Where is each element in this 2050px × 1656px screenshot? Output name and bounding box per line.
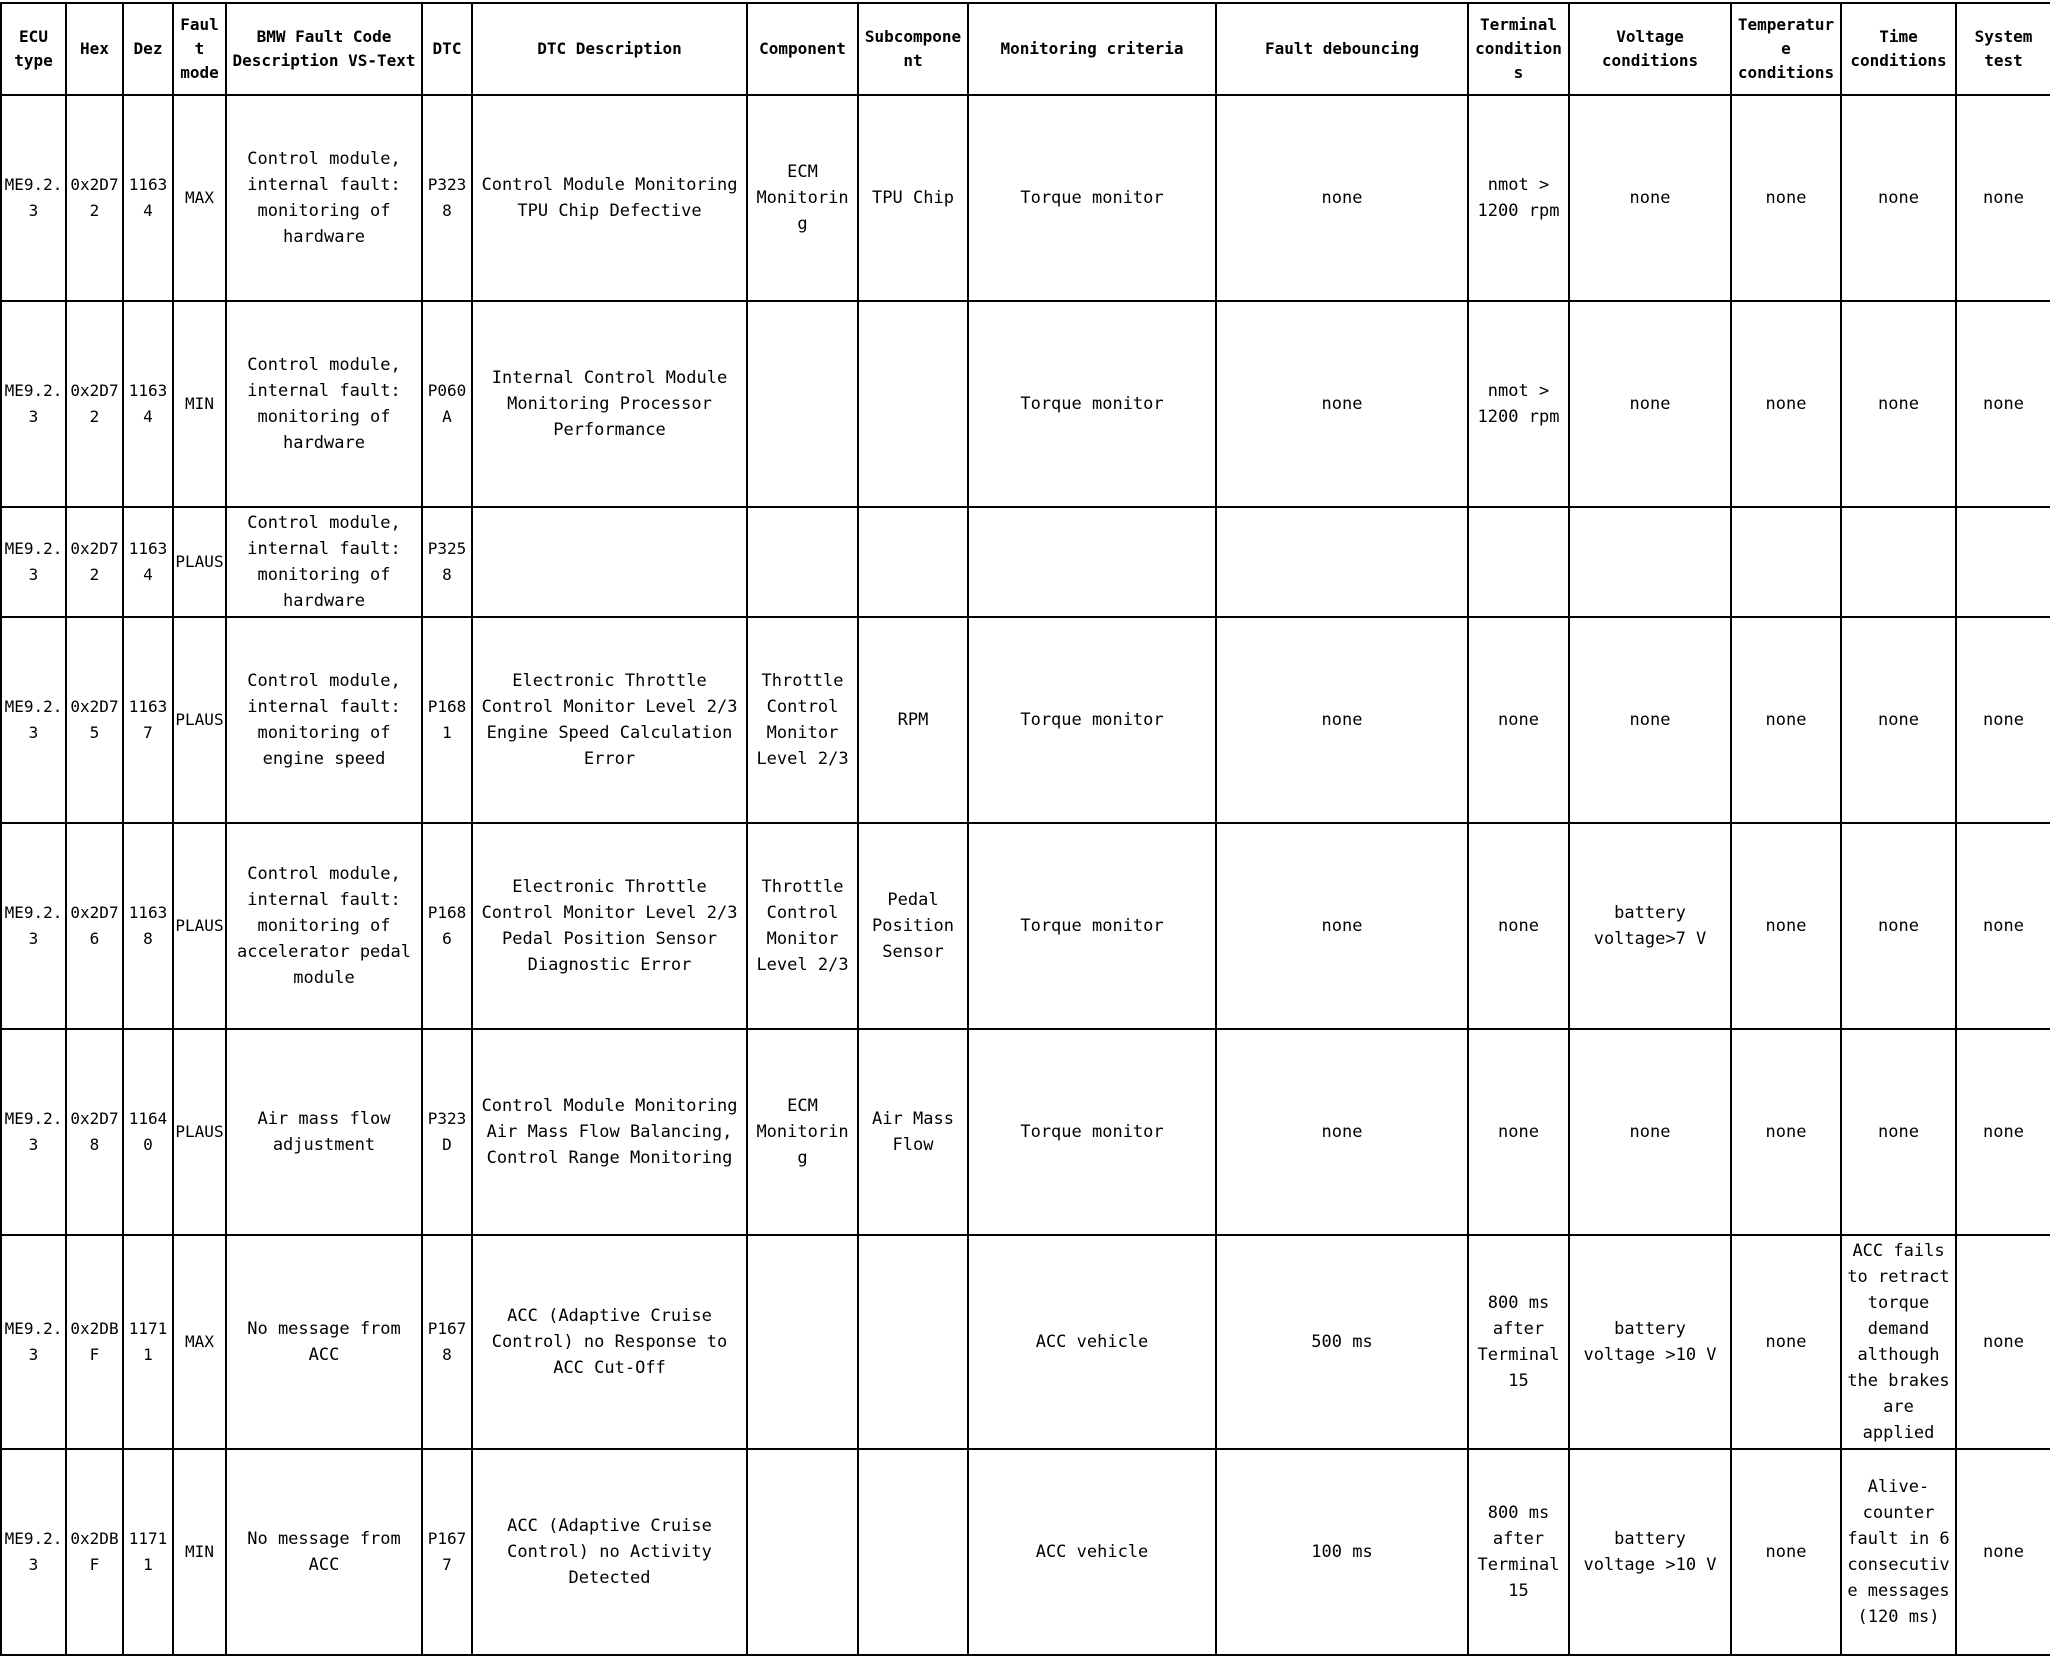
temperature-conditions-cell: none (1731, 1235, 1841, 1449)
dtc-description-cell: Electronic Throttle Control Monitor Level 2/3 Engine Speed Calculation Error (472, 617, 747, 823)
table-row (1, 95, 2050, 301)
fault-mode-cell: PLAUS (173, 617, 226, 823)
time-conditions-cell: Alive-counter fault in 6 consecutive messages (120 ms) (1841, 1449, 1956, 1655)
dtc-description-cell: ACC (Adaptive Cruise Control) no Response to ACC Cut-Off (472, 1235, 747, 1449)
dtc-description-cell: ACC (Adaptive Cruise Control) no Activity Detected (472, 1449, 747, 1655)
terminal-conditions-cell: none (1468, 617, 1569, 823)
ecu-type-cell: ME9.2.3 (1, 507, 66, 617)
header-cell: Hex (66, 3, 123, 95)
monitoring-criteria-cell: Torque monitor (968, 301, 1216, 507)
header-cell: DTC Description (472, 3, 747, 95)
ecu-type-cell: ME9.2.3 (1, 617, 66, 823)
hex-cell: 0x2DBF (66, 1235, 123, 1449)
header-cell: Terminal conditions (1468, 3, 1569, 95)
fault-mode-cell: PLAUS (173, 823, 226, 1029)
ecu-type-cell: ME9.2.3 (1, 1235, 66, 1449)
table-row (1, 1449, 2050, 1655)
monitoring-criteria-cell: ACC vehicle (968, 1449, 1216, 1655)
component-cell: Throttle Control Monitor Level 2/3 (747, 823, 858, 1029)
subcomponent-cell: Pedal Position Sensor (858, 823, 968, 1029)
header-cell: Fault mode (173, 3, 226, 95)
table-row (1, 823, 2050, 1029)
system-test-cell: none (1956, 1449, 2050, 1655)
monitoring-criteria-cell: Torque monitor (968, 95, 1216, 301)
fault-debouncing-cell: 100 ms (1216, 1449, 1468, 1655)
voltage-conditions-cell: none (1569, 617, 1731, 823)
dtc-description-cell: Electronic Throttle Control Monitor Level 2/3 Pedal Position Sensor Diagnostic Error (472, 823, 747, 1029)
terminal-conditions-cell: 800 ms after Terminal 15 (1468, 1235, 1569, 1449)
fault-code-table (0, 2, 2050, 1656)
monitoring-criteria-cell: Torque monitor (968, 1029, 1216, 1235)
voltage-conditions-cell: none (1569, 95, 1731, 301)
system-test-cell (1956, 507, 2050, 617)
subcomponent-cell (858, 1449, 968, 1655)
bmw-description-cell: Control module, internal fault: monitoring of engine speed (226, 617, 422, 823)
hex-cell: 0x2D72 (66, 95, 123, 301)
bmw-description-cell: Control module, internal fault: monitoring of hardware (226, 301, 422, 507)
monitoring-criteria-cell (968, 507, 1216, 617)
voltage-conditions-cell: battery voltage >10 V (1569, 1235, 1731, 1449)
system-test-cell: none (1956, 617, 2050, 823)
fault-debouncing-cell: 500 ms (1216, 1235, 1468, 1449)
dez-cell: 11638 (123, 823, 173, 1029)
dtc-cell: P3258 (422, 507, 472, 617)
subcomponent-cell: Air Mass Flow (858, 1029, 968, 1235)
terminal-conditions-cell (1468, 507, 1569, 617)
hex-cell: 0x2D72 (66, 507, 123, 617)
temperature-conditions-cell: none (1731, 95, 1841, 301)
ecu-type-cell: ME9.2.3 (1, 1449, 66, 1655)
dtc-description-cell: Control Module Monitoring Air Mass Flow Balancing, Control Range Monitoring (472, 1029, 747, 1235)
header-cell: Voltage conditions (1569, 3, 1731, 95)
component-cell (747, 301, 858, 507)
table-row (1, 1235, 2050, 1449)
component-cell (747, 1449, 858, 1655)
table-row (1, 1029, 2050, 1235)
header-cell: Monitoring criteria (968, 3, 1216, 95)
component-cell: ECM Monitoring (747, 1029, 858, 1235)
header-cell: System test (1956, 3, 2050, 95)
header-cell: ECU type (1, 3, 66, 95)
system-test-cell: none (1956, 95, 2050, 301)
header-cell: BMW Fault Code Description VS-Text (226, 3, 422, 95)
subcomponent-cell: TPU Chip (858, 95, 968, 301)
dez-cell: 11637 (123, 617, 173, 823)
ecu-type-cell: ME9.2.3 (1, 823, 66, 1029)
fault-mode-cell: MIN (173, 1449, 226, 1655)
bmw-description-cell: No message from ACC (226, 1235, 422, 1449)
terminal-conditions-cell: none (1468, 823, 1569, 1029)
time-conditions-cell: none (1841, 823, 1956, 1029)
fault-debouncing-cell: none (1216, 301, 1468, 507)
terminal-conditions-cell: 800 ms after Terminal 15 (1468, 1449, 1569, 1655)
system-test-cell: none (1956, 301, 2050, 507)
header-cell: Component (747, 3, 858, 95)
fault-debouncing-cell: none (1216, 95, 1468, 301)
fault-mode-cell: PLAUS (173, 1029, 226, 1235)
table-row (1, 507, 2050, 617)
temperature-conditions-cell: none (1731, 823, 1841, 1029)
ecu-type-cell: ME9.2.3 (1, 1029, 66, 1235)
bmw-description-cell: Control module, internal fault: monitoring of accelerator pedal module (226, 823, 422, 1029)
header-row (1, 3, 2050, 95)
fault-debouncing-cell: none (1216, 823, 1468, 1029)
bmw-description-cell: Control module, internal fault: monitoring of hardware (226, 507, 422, 617)
fault-debouncing-cell: none (1216, 617, 1468, 823)
fault-mode-cell: MIN (173, 301, 226, 507)
dez-cell: 11711 (123, 1235, 173, 1449)
dez-cell: 11634 (123, 95, 173, 301)
system-test-cell: none (1956, 1235, 2050, 1449)
dez-cell: 11634 (123, 301, 173, 507)
time-conditions-cell: none (1841, 617, 1956, 823)
subcomponent-cell (858, 301, 968, 507)
system-test-cell: none (1956, 823, 2050, 1029)
terminal-conditions-cell: none (1468, 1029, 1569, 1235)
dtc-cell: P1681 (422, 617, 472, 823)
time-conditions-cell: none (1841, 95, 1956, 301)
monitoring-criteria-cell: ACC vehicle (968, 1235, 1216, 1449)
component-cell: ECM Monitoring (747, 95, 858, 301)
header-cell: Dez (123, 3, 173, 95)
fault-mode-cell: MAX (173, 95, 226, 301)
time-conditions-cell: ACC fails to retract torque demand although the brakes are applied (1841, 1235, 1956, 1449)
subcomponent-cell (858, 507, 968, 617)
subcomponent-cell: RPM (858, 617, 968, 823)
time-conditions-cell: none (1841, 301, 1956, 507)
header-cell: Subcomponent (858, 3, 968, 95)
hex-cell: 0x2D78 (66, 1029, 123, 1235)
hex-cell: 0x2D76 (66, 823, 123, 1029)
hex-cell: 0x2D75 (66, 617, 123, 823)
temperature-conditions-cell: none (1731, 301, 1841, 507)
dtc-cell: P323D (422, 1029, 472, 1235)
voltage-conditions-cell (1569, 507, 1731, 617)
fault-mode-cell: PLAUS (173, 507, 226, 617)
dtc-cell: P1677 (422, 1449, 472, 1655)
terminal-conditions-cell: nmot > 1200 rpm (1468, 301, 1569, 507)
monitoring-criteria-cell: Torque monitor (968, 823, 1216, 1029)
dtc-description-cell: Control Module Monitoring TPU Chip Defective (472, 95, 747, 301)
dtc-cell: P060A (422, 301, 472, 507)
voltage-conditions-cell: none (1569, 301, 1731, 507)
fault-debouncing-cell (1216, 507, 1468, 617)
bmw-description-cell: Air mass flow adjustment (226, 1029, 422, 1235)
temperature-conditions-cell: none (1731, 1449, 1841, 1655)
header-cell: DTC (422, 3, 472, 95)
voltage-conditions-cell: battery voltage>7 V (1569, 823, 1731, 1029)
component-cell (747, 1235, 858, 1449)
time-conditions-cell (1841, 507, 1956, 617)
time-conditions-cell: none (1841, 1029, 1956, 1235)
system-test-cell: none (1956, 1029, 2050, 1235)
dez-cell: 11634 (123, 507, 173, 617)
subcomponent-cell (858, 1235, 968, 1449)
bmw-description-cell: No message from ACC (226, 1449, 422, 1655)
ecu-type-cell: ME9.2.3 (1, 301, 66, 507)
component-cell (747, 507, 858, 617)
monitoring-criteria-cell: Torque monitor (968, 617, 1216, 823)
temperature-conditions-cell: none (1731, 1029, 1841, 1235)
fault-mode-cell: MAX (173, 1235, 226, 1449)
hex-cell: 0x2DBF (66, 1449, 123, 1655)
table-row (1, 617, 2050, 823)
table-row (1, 301, 2050, 507)
voltage-conditions-cell: battery voltage >10 V (1569, 1449, 1731, 1655)
temperature-conditions-cell: none (1731, 617, 1841, 823)
dez-cell: 11711 (123, 1449, 173, 1655)
header-cell: Temperature conditions (1731, 3, 1841, 95)
dtc-cell: P3238 (422, 95, 472, 301)
hex-cell: 0x2D72 (66, 301, 123, 507)
terminal-conditions-cell: nmot > 1200 rpm (1468, 95, 1569, 301)
ecu-type-cell: ME9.2.3 (1, 95, 66, 301)
temperature-conditions-cell (1731, 507, 1841, 617)
fault-code-sheet (0, 2, 2050, 1627)
dtc-description-cell: Internal Control Module Monitoring Processor Performance (472, 301, 747, 507)
dtc-cell: P1686 (422, 823, 472, 1029)
dtc-description-cell (472, 507, 747, 617)
dez-cell: 11640 (123, 1029, 173, 1235)
dtc-cell: P1678 (422, 1235, 472, 1449)
header-cell: Fault debouncing (1216, 3, 1468, 95)
bmw-description-cell: Control module, internal fault: monitoring of hardware (226, 95, 422, 301)
fault-debouncing-cell: none (1216, 1029, 1468, 1235)
component-cell: Throttle Control Monitor Level 2/3 (747, 617, 858, 823)
header-cell: Time conditions (1841, 3, 1956, 95)
voltage-conditions-cell: none (1569, 1029, 1731, 1235)
